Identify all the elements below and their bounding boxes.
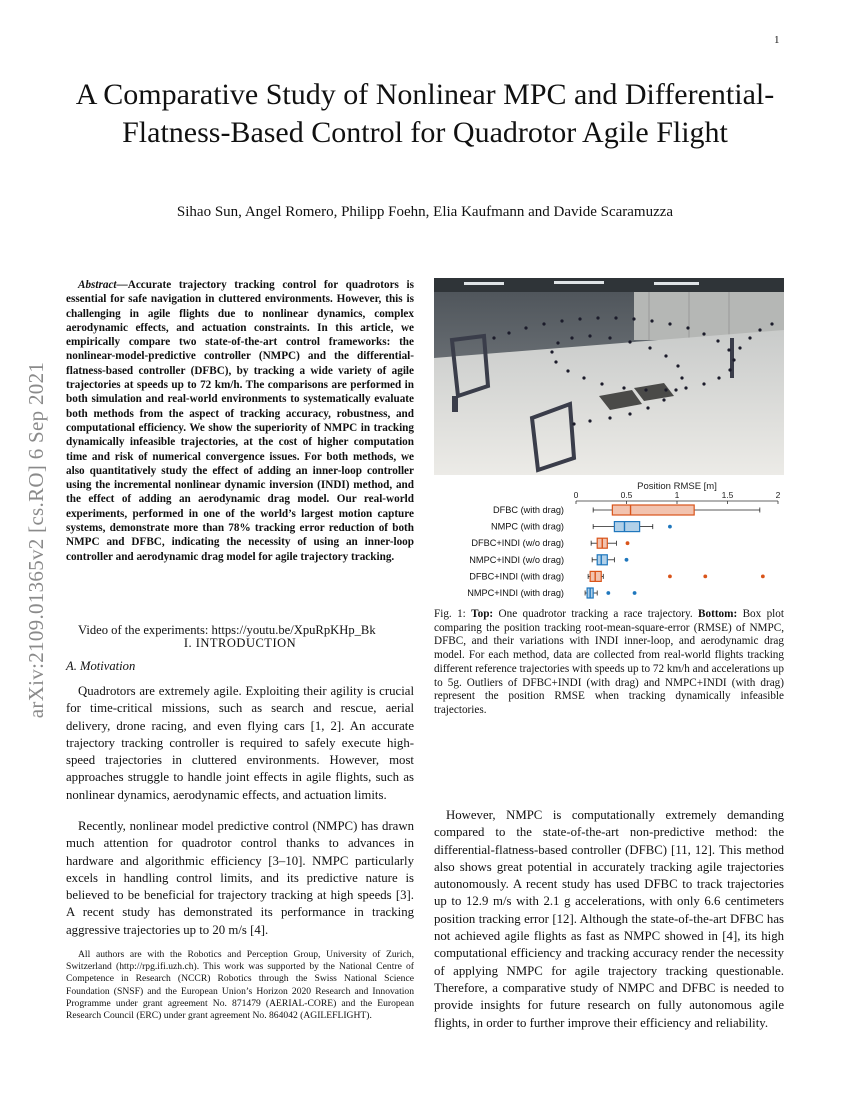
x-tick-label: 0.5	[620, 490, 633, 500]
page-number: 1	[774, 34, 780, 46]
iqr-box	[612, 505, 694, 515]
caption-top-text: One quadrotor tracking a race trajectory.	[493, 608, 699, 620]
x-tick-label: 0	[573, 490, 579, 500]
boxplot-row	[469, 555, 628, 565]
outlier-point	[668, 525, 672, 529]
paper-title: A Comparative Study of Nonlinear MPC and Differential-Flatness-Based Control for Quadrotor Agile Flight	[75, 78, 775, 149]
chart-title: Position RMSE [m]	[637, 481, 717, 492]
caption-top-label: Top:	[471, 608, 494, 620]
subsection-heading-motivation: A. Motivation	[66, 659, 136, 673]
iqr-box	[597, 555, 607, 565]
caption-bottom-text: Box plot comparing the position tracking root-mean-square-error (RMSE) of NMPC, DFBC, and their variations with INDI inner-loop, and aerodynamic drag model. For each method, data are collected from real-world flights tracking different reference trajectories with speeds up to 72 km/h and accelerations up to 5g. Outliers of DFBC+INDI (with drag) and NMPC+INDI (with drag) represent the position RMSE when tracking dynamically infeasible trajectories.	[434, 608, 784, 716]
x-tick-label: 2	[775, 490, 781, 500]
boxplot-row	[491, 522, 672, 532]
affiliation-footnote: All authors are with the Robotics and Perception Group, University of Zurich, Switzerland (http://rpg.ifi.uzh.ch). This work was supported by the National Centre of Competence in Research (NCCR) Robotics through the Swiss National Science Foundation (SNSF) and the European Union’s Horizon 2020 Research and Innovation Programme under grant agreement No. 871479 (AERIAL-CORE) and the European Research Council (ERC) under grant agreement No. 864042 (AGILEFLIGHT).	[66, 949, 414, 1022]
paragraph-intro-2: Recently, nonlinear model predictive control (NMPC) has drawn much attention for quadrotor control thanks to advances in hardware and algorithmic efficiency [3–10]. NMPC particularly excels in handling control limits, and its predictive nature is believed to be beneficial for trajectory tracking at high speeds [3]. A recent study has demonstrated its performance in tracking aggressive trajectories up to 20 m/s [4].	[66, 819, 414, 937]
abstract	[66, 278, 414, 564]
abstract-label: Abstract	[78, 279, 117, 291]
boxplot-row	[471, 538, 629, 548]
series-label: NMPC+INDI (with drag)	[467, 588, 564, 598]
series-label: DFBC (with drag)	[493, 505, 564, 515]
iqr-box	[614, 522, 639, 532]
outlier-point	[625, 558, 629, 562]
x-axis-ticks	[574, 490, 781, 504]
outlier-point	[626, 541, 630, 545]
arxiv-sidebar	[18, 300, 58, 780]
paragraph-intro-1: Quadrotors are extremely agile. Exploiting their agility is crucial for time-critical missions, such as search and rescue, aerial delivery, drone racing, and even flying cars [1, 2]. An accurate trajectory tracking controller is required to safely execute high-speed trajectories in cluttered environments. However, most approaches struggle to handle joint effects in agile flights, such as nonlinear dynamics, aerodynamic effects, and actuation limits.	[66, 684, 414, 802]
outlier-point	[761, 575, 765, 579]
series-label: NMPC (with drag)	[490, 521, 564, 532]
x-tick-label: 1.5	[721, 490, 734, 500]
series-label: DFBC+INDI (w/o drag)	[471, 538, 564, 549]
outlier-point	[668, 575, 672, 579]
boxplot-row	[469, 571, 764, 581]
boxplot-row	[467, 588, 636, 598]
figure-photo-quadrotor-race	[434, 278, 784, 475]
arxiv-identifier: arXiv:2109.01365v2 [cs.RO] 6 Sep 2021	[24, 361, 48, 719]
outlier-point	[633, 591, 637, 595]
boxplot-rows	[467, 505, 765, 598]
video-link-line: Video of the experiments: https://youtu.be/XpuRpKHp_Bk	[78, 623, 376, 637]
outlier-point	[703, 575, 707, 579]
series-label: DFBC+INDI (with drag)	[469, 571, 564, 582]
photo-illustration	[434, 278, 784, 475]
boxplot-row	[493, 505, 760, 515]
author-list: Sihao Sun, Angel Romero, Philipp Foehn, Elia Kaufmann and Davide Scaramuzza	[176, 204, 674, 220]
caption-bottom-label: Bottom:	[698, 608, 738, 620]
boxplot-svg	[434, 480, 786, 603]
series-label: NMPC+INDI (w/o drag)	[469, 554, 564, 565]
rmse-boxplot	[434, 480, 786, 603]
outlier-point	[606, 591, 610, 595]
section-heading-introduction: I. INTRODUCTION	[183, 636, 297, 650]
abstract-text: —Accurate trajectory tracking control for quadrotors is essential for safe navigation in cluttered environments. However, this is challenging in agile flights due to nonlinear dynamics, complex aerodynamic effects, and actuation constraints. In this article, we empirically compare two state-of-the-art control frameworks: the nonlinear-model-predictive controller (NMPC) and the differential-flatness-based controller (DFBC), by tracking a wide variety of agile trajectories at speeds up to 72 km/h. The comparisons are performed in both simulation and real-world environments to systematically evaluate both methods from the aspect of tracking accuracy, robustness, and computational efficiency. We show the superiority of NMPC in tracking dynamically infeasible trajectories, at the cost of higher computation time and risk of numerical convergence issues. For both methods, we also quantitatively study the effect of adding an inner-loop controller using the incremental nonlinear dynamic inversion (INDI) method, and the effect of adding an aerodynamic drag model. Our real-world experiments, performed in one of the world’s largest motion capture systems, demonstrate more than 78% tracking error reduction of both NMPC and DFBC, indicating the necessity of using an inner-loop controller and aerodynamic drag model for agile trajectory tracking.	[66, 279, 414, 563]
caption-figure-label: Fig. 1:	[434, 608, 472, 620]
figure-caption	[434, 608, 784, 718]
paragraph-right-column: However, NMPC is computationally extremely demanding compared to the state-of-the-art non-predictive method: the differential-flatness-based controller (DFBC) [11, 12]. This method also shows great potential in accurately tracking agile trajectories autonomously. A recent study has used DFBC to track trajectories up to 12.9 m/s with 2.1 g accelerations, with only 6.6 centimeters position tracking error [12]. Although the state-of-the-art DFBC has not achieved agile flights as fast as NMPC showed in [4], its high computational efficiency and tracking accuracy render the necessity of applying NMPC for agile trajectory tracking questionable. Therefore, a comparative study of NMPC and DFBC is needed to provide insights for future research on fully autonomous agile flights, in order to further improve their efficiency and reliability.	[434, 808, 784, 1030]
x-tick-label: 1	[674, 490, 680, 500]
